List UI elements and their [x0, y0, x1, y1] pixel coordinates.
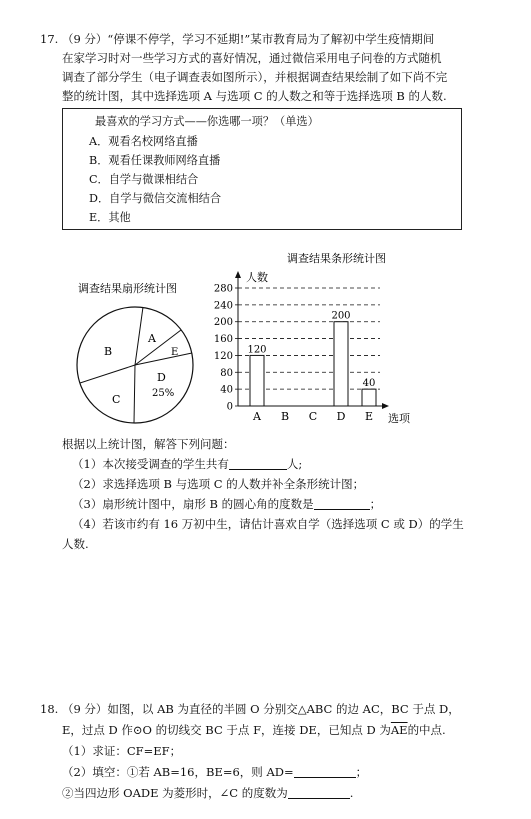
bar-chart-xlabel: 选项 — [388, 412, 410, 425]
survey-box — [62, 108, 462, 230]
pie-label-d: D — [157, 371, 166, 384]
survey-option-d: D．自学与微信交流相结合 — [89, 192, 222, 205]
q17-sub1 — [72, 455, 302, 474]
y-tick-label: 0 — [226, 401, 233, 413]
y-tick-label: 120 — [213, 350, 233, 362]
q18-line-2-post: 的中点. — [407, 723, 446, 737]
pie-title: 调查结果扇形统计图 — [78, 282, 177, 295]
bar — [334, 322, 348, 406]
survey-option-c: C．自学与微课相结合 — [89, 173, 199, 186]
pie-radius-cd — [134, 365, 135, 423]
q17-line-1: 17. （9 分）“停课不停学，学习不延期!”某市教育局为了解初中学生疫情期间 — [40, 32, 435, 46]
q17-sub3 — [72, 495, 381, 514]
statistics-figure — [60, 240, 480, 430]
y-tick-label: 200 — [213, 317, 233, 329]
answer-blank-1[interactable] — [229, 457, 287, 470]
y-tick-label: 80 — [220, 367, 233, 379]
bar — [250, 355, 264, 406]
survey-title: 最喜欢的学习方式——你选哪一项？（单选） — [95, 115, 319, 128]
y-tick-label: 280 — [213, 283, 233, 295]
pie-label-b: B — [104, 345, 113, 358]
q17-line-4: 整的统计图，其中选择选项 A 与选项 C 的人数之和等于选择选项 B 的人数. — [62, 89, 447, 103]
pie-label-c: C — [112, 393, 121, 406]
x-tick-label: A — [253, 410, 261, 423]
q18-line-1: 18. （9 分）如图，以 AB 为直径的半圆 O 分别交△ABC 的边 AC，BC 于点 D， — [40, 702, 460, 716]
bar-value-label: 40 — [362, 378, 376, 390]
q17-sub2: （2）求选择选项 B 与选项 C 的人数并补全条形统计图； — [72, 477, 365, 491]
y-axis-arrow — [235, 271, 241, 278]
x-tick-label: D — [336, 410, 346, 423]
bar — [362, 389, 376, 406]
q17-sub3-pre: （3）扇形统计图中，扇形 B 的圆心角的度数是 — [72, 497, 314, 511]
pie-label-a: A — [148, 332, 156, 345]
q18-sub3 — [62, 784, 353, 803]
q18-line-2-pre: E，过点 D 作⊙O 的切线交 BC 于点 F，连接 DE，已知点 D 为 — [62, 723, 391, 737]
pie-radius-bc — [80, 365, 135, 383]
bar-chart — [214, 251, 411, 425]
answer-blank-ad[interactable] — [294, 765, 356, 778]
answer-blank-angle-c[interactable] — [288, 786, 350, 799]
bar-chart-title: 调查结果条形统计图 — [287, 252, 386, 265]
answer-blank-3[interactable] — [314, 497, 370, 510]
pie-chart — [77, 307, 193, 423]
x-tick-label: C — [308, 410, 318, 423]
arc-ae: $\overline{AE}$ — [390, 723, 408, 737]
q17-sub3-post: ； — [369, 497, 382, 511]
q18-sub3-pre: ②当四边形 OADE 为菱形时，∠C 的度数为 — [62, 786, 288, 800]
q18-sub2 — [62, 763, 367, 782]
pie-radius-ab — [135, 307, 143, 365]
q17-line-3: 调查了部分学生（电子调查表如图所示），并根据调查结果绘制了如下尚不完 — [62, 70, 448, 84]
x-tick-label: E — [364, 410, 374, 423]
y-tick-label: 40 — [220, 384, 233, 396]
q18-sub1: （1）求证：CF=EF； — [62, 744, 182, 758]
q17-sub1-pre: （1）本次接受调查的学生共有 — [72, 457, 229, 471]
x-tick-label: B — [280, 410, 290, 423]
survey-option-e: E．其他 — [89, 211, 131, 224]
pie-label-d-percent: 25% — [152, 388, 175, 399]
q17-sub4-line1: （4）若该市约有 16 万初中生，请估计喜欢自学（选择选项 C 或 D）的学生 — [72, 517, 464, 531]
q17-intro: 根据以上统计图，解答下列问题： — [62, 437, 235, 451]
q17-line-2: 在家学习时对一些学习方式的喜好情况，通过微信采用电子问卷的方式随机 — [62, 51, 442, 65]
y-tick-label: 240 — [213, 300, 233, 312]
q17-sub4-line2: 人数. — [62, 537, 89, 551]
survey-option-b: B．观看任课教师网络直播 — [89, 154, 221, 167]
q17-sub1-post: 人; — [286, 457, 303, 471]
pie-label-e: E — [171, 347, 179, 358]
y-tick-label: 160 — [213, 334, 233, 346]
q18-sub3-post: . — [349, 786, 354, 800]
x-axis-arrow — [382, 403, 389, 409]
survey-option-a: A．观看名校网络直播 — [89, 135, 198, 148]
q18-line-2 — [62, 721, 446, 740]
bar-value-label: 120 — [247, 344, 267, 356]
bar-chart-ylabel: 人数 — [246, 271, 268, 284]
bar-value-label: 200 — [331, 310, 351, 322]
q18-sub2-post: ； — [355, 765, 368, 779]
q18-sub2-pre: （2）填空：①若 AB=16，BE=6，则 AD= — [62, 765, 294, 779]
